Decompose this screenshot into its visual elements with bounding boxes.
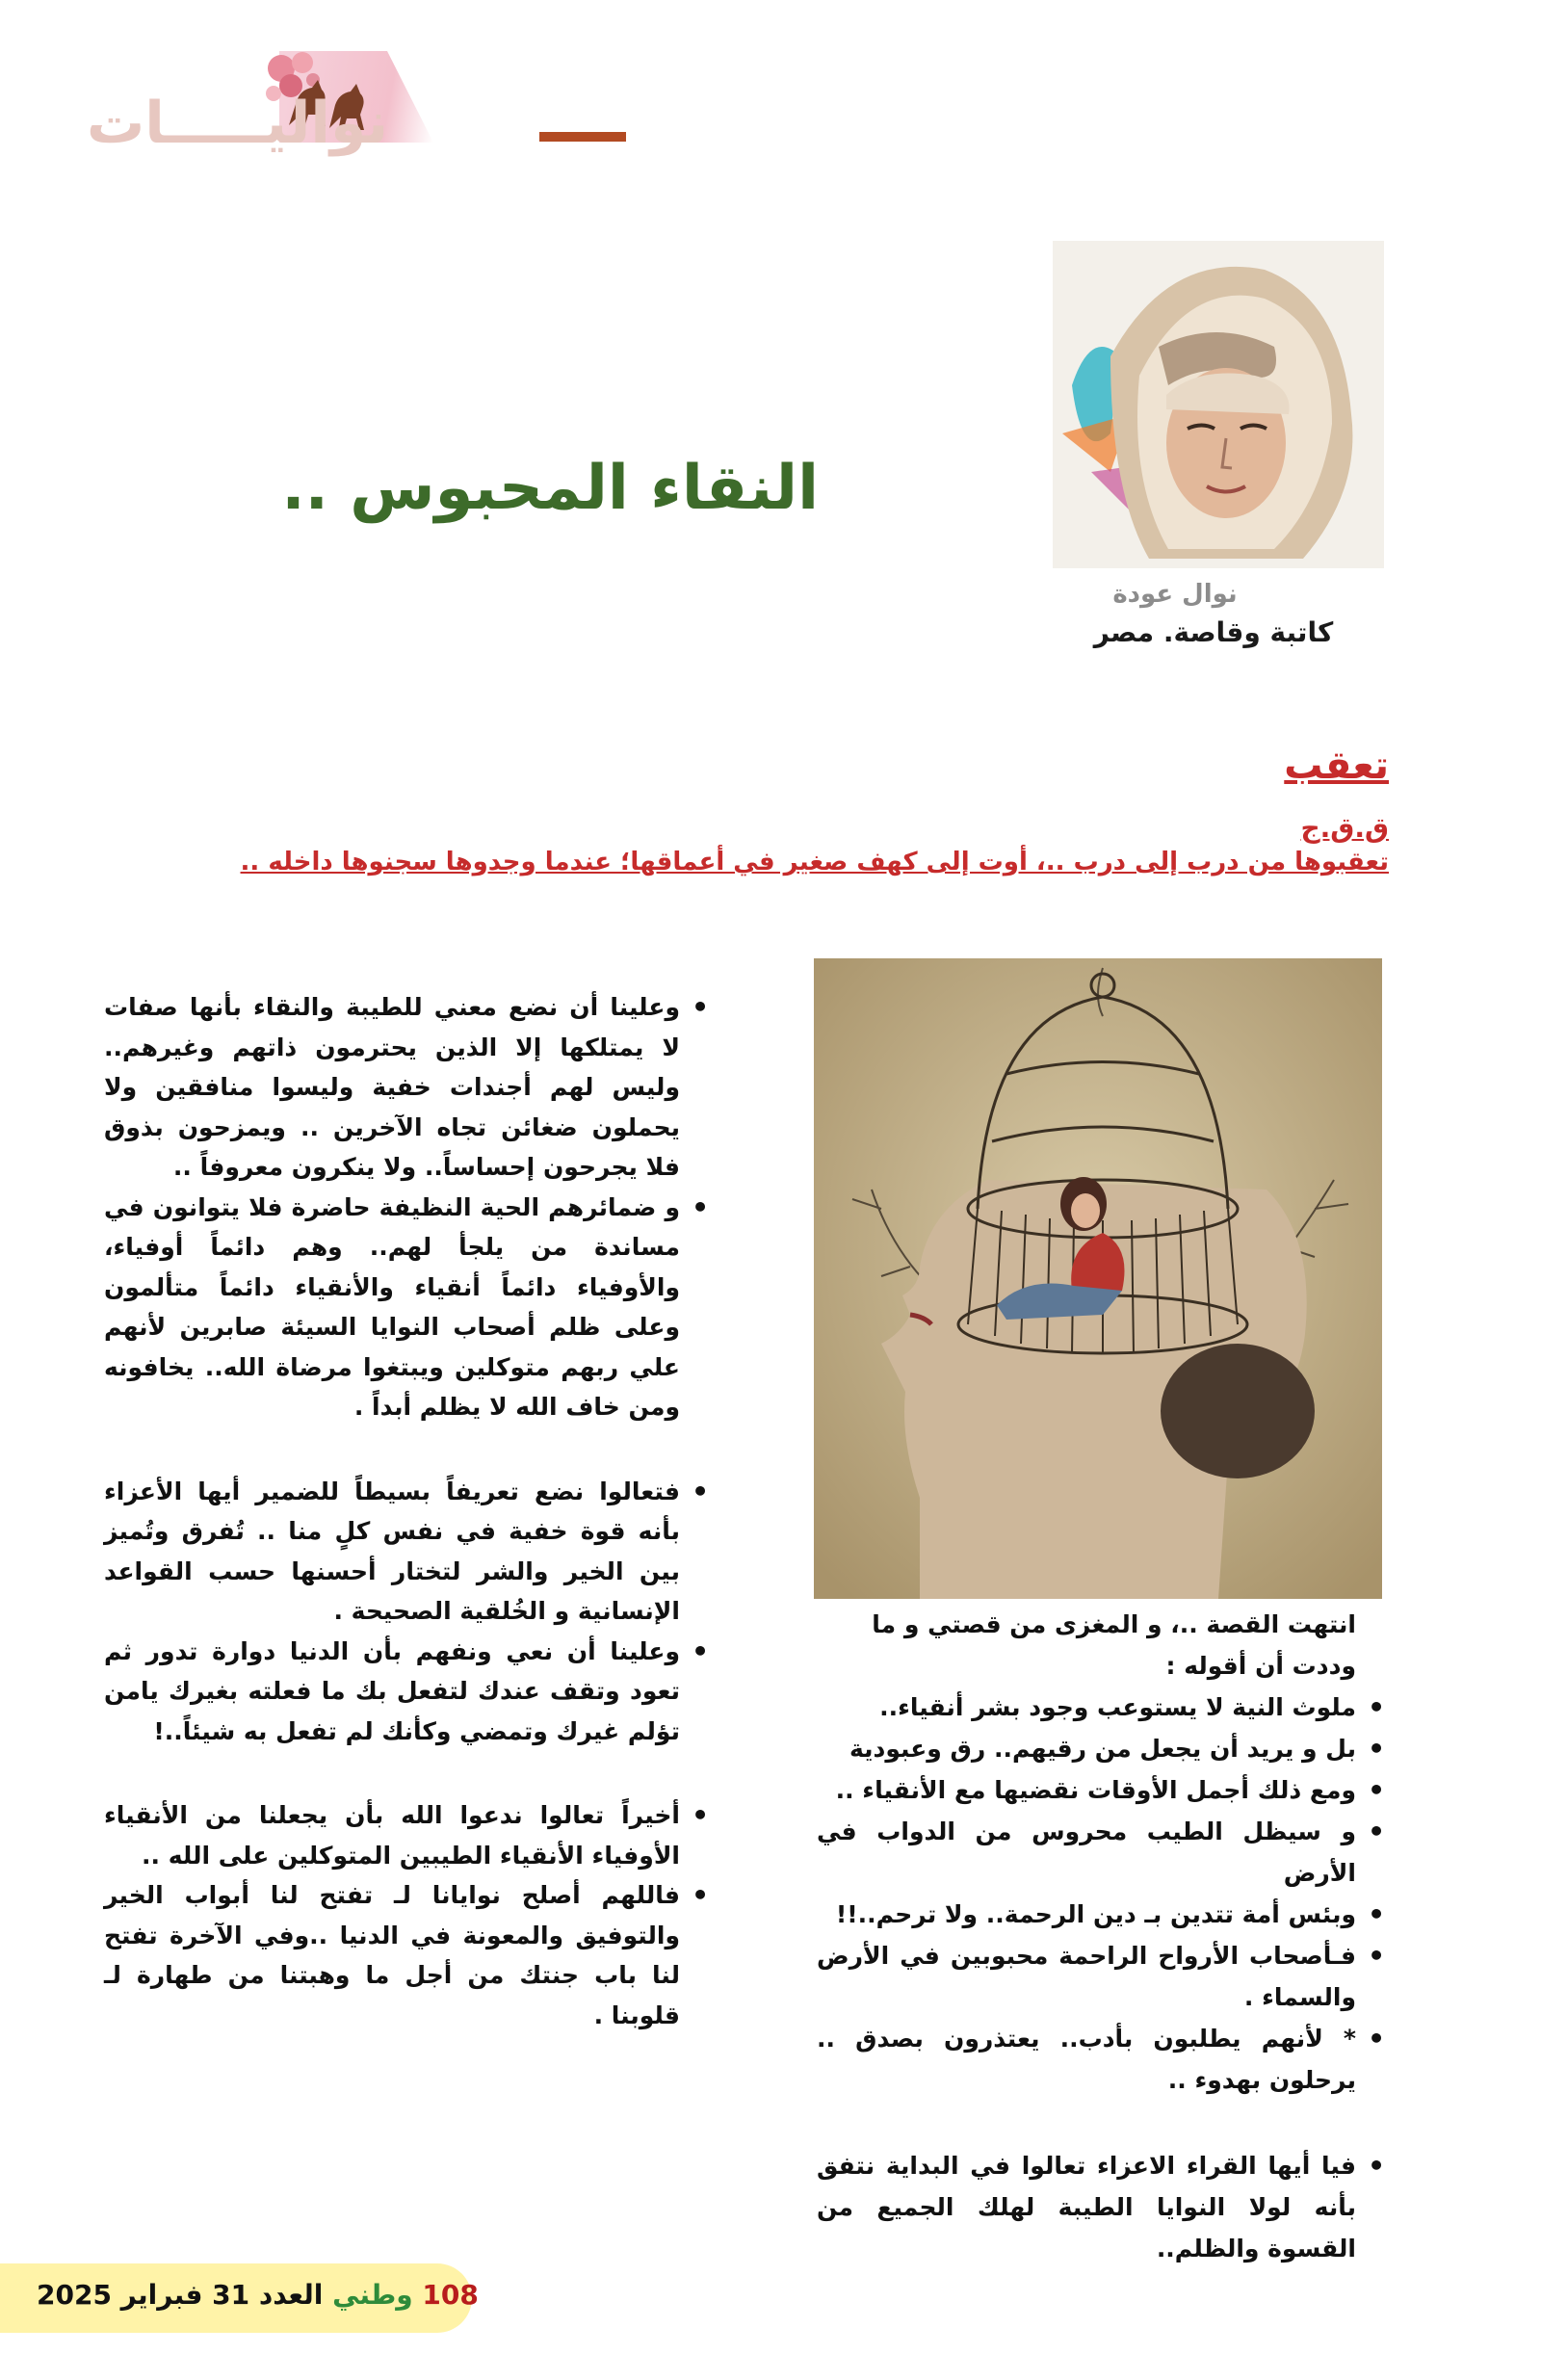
issue-date: 31 فبراير 2025 (37, 2279, 250, 2311)
right-column (817, 1604, 1387, 2269)
right-closing (817, 2145, 1387, 2269)
issue-label: العدد (258, 2279, 324, 2311)
masthead-title: نواليـــــات (87, 90, 389, 157)
left-bullets-group-2 (104, 1472, 711, 1752)
list-item: • و سيظل الطيب محروس من الدواب في الأرض (817, 1811, 1356, 1894)
story-subtitle: ق.ق.ج (1300, 812, 1389, 844)
right-bullets (817, 1687, 1387, 2101)
list-item: • ومع ذلك أجمل الأوقات نقضيها مع الأنقياء .. (817, 1769, 1356, 1811)
list-item: • فتعالوا نضع تعريفاً بسيطاً للضمير أيها الأعزاء بأنه قوة خفية في نفس كلٍ منا .. تُفرق وتُميز بين الخير والشر لتختار أحسنها حسب القواعد الإنسانية و الخُلقية الصحيحة . (104, 1472, 680, 1632)
list-item: • فـأصحاب الأرواح الراحمة محبوبين في الأرض والسماء . (817, 1935, 1356, 2018)
list-item: • و ضمائرهم الحية النظيفة حاضرة فلا يتوانون في مساندة من يلجأ لهم.. وهم دائماً أوفياء، والأوفياء دائماً أنقياء والأنقياء دائماً متألمون وعلى ظلم أصحاب النوايا السيئة صابرين لأنهم علي ربهم متوكلين ويبتغوا مرضاة الله.. يخافونه ومن خاف الله لا يظلم أبداً . (104, 1188, 680, 1427)
footer-text (37, 2279, 479, 2311)
left-bullets-group-3 (104, 1795, 711, 2035)
list-item: • بل و يريد أن يجعل من رقيهم.. رق وعبودية (817, 1728, 1356, 1769)
list-item: • أخيراً تعالوا ندعوا الله بأن يجعلنا من الأنقياء الأوفياء الأنقياء الطيبين المتوكلين على الله .. (104, 1795, 680, 1875)
list-item: • وعلينا أن نعي ونفهم بأن الدنيا دوارة تدور ثم تعود وتقف عندك لتفعل بك ما فعلته بغيرك يامن تؤلم غيرك وتمضي وكأنك لم تفعل به شيئاً..! (104, 1632, 680, 1752)
list-item: • ملوث النية لا يستوعب وجود بشر أنقياء.. (817, 1687, 1356, 1728)
story-text: تعقبوها من درب إلى درب ..، أوت إلى كهف صغير في أعماقها؛ عندما وجدوها سجنوها داخله .. (240, 848, 1389, 876)
author-portrait (1053, 241, 1384, 568)
story-moral-intro: انتهت القصة ..، و المغزى من قصتي و ما وددت أن أقوله : (872, 1610, 1356, 1680)
magazine-name: وطني (332, 2279, 413, 2311)
caged-woman-illustration (814, 958, 1382, 1599)
page-number: 108 (422, 2279, 479, 2311)
masthead-bar (539, 132, 626, 142)
page-footer (0, 2263, 479, 2333)
masthead (87, 43, 626, 169)
story-title: تعقب (1284, 744, 1389, 788)
cage-image (814, 958, 1382, 1599)
author-name: نوال عودة (1112, 580, 1238, 609)
portrait-image (1053, 241, 1384, 568)
author-role: كاتبة وقاصة. مصر (1093, 616, 1334, 648)
list-item: • وبئس أمة تتدين بـ دين الرحمة.. ولا ترحم..!! (817, 1894, 1356, 1935)
list-item: • وعلينا أن نضع معني للطيبة والنقاء بأنها صفات لا يمتلكها إلا الذين يحترمون ذاتهم وغيرهم.. وليس لهم أجندات خفية وليسوا منافقين ولا يحملون ضغائن تجاه الآخرين .. ويمزحون بذوق فلا يجرحون إحساساً.. ولا ينكرون معروفاً .. (104, 987, 680, 1188)
left-column (104, 987, 711, 2035)
list-item: • فاللهم أصلح نوايانا لـ تفتح لنا أبواب الخير والتوفيق والمعونة في الدنيا ..وفي الآخرة تفتح لنا باب جنتك من أجل ما وهبتنا من طهارة لـ قلوبنا . (104, 1875, 680, 2035)
article-headline: النقاء المحبوس .. (281, 453, 819, 524)
left-bullets-group-1 (104, 987, 711, 1427)
list-item: • فيا أيها القراء الاعزاء تعالوا في البداية نتفق بأنه لولا النوايا الطيبة لهلك الجميع من القسوة والظلم.. (817, 2145, 1356, 2269)
list-item: • * لأنهم يطلبون بأدب.. يعتذرون بصدق .. يرحلون بهدوء .. (817, 2018, 1356, 2101)
